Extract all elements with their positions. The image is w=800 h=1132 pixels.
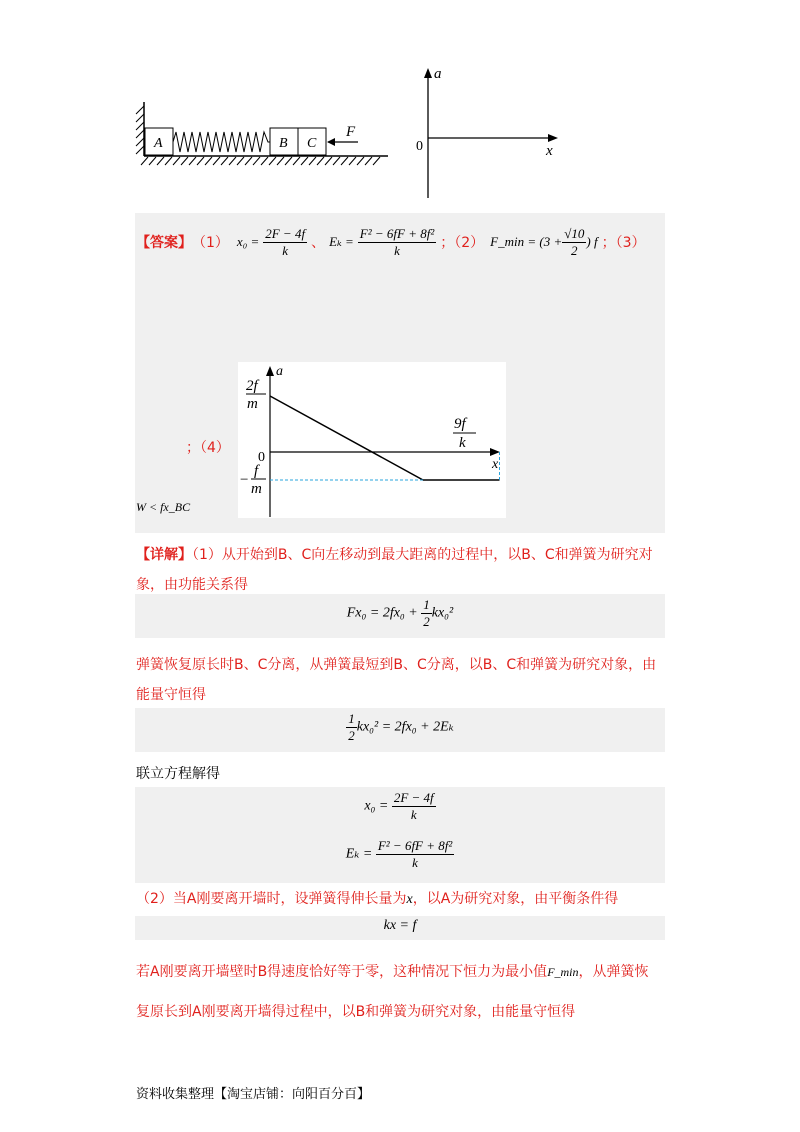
answer-part4: ；（4） [186, 440, 230, 456]
chart-origin: 0 [258, 450, 265, 465]
ground-hatch-line [173, 157, 180, 165]
ground-hatch-line [309, 157, 316, 165]
ground-hatch-line [245, 157, 252, 165]
eq4-den: k [412, 855, 418, 870]
ground-hatch-line [141, 157, 148, 165]
fmin-lhs: F_min = (3 + [490, 234, 563, 249]
detail-s4x: x [406, 892, 413, 907]
answer-part1: （1） [192, 235, 229, 251]
ground-hatch-line [269, 157, 276, 165]
eq5: kx = f [383, 918, 417, 933]
detail-s1 [136, 540, 666, 600]
chart-top-num: 2f [246, 378, 258, 394]
w-expression: W < fx_BC [136, 500, 191, 514]
eq1 [135, 597, 665, 630]
ek-lhs: Eₖ = [329, 234, 354, 249]
detail-s5 [136, 958, 676, 986]
eq3-den: k [410, 807, 417, 822]
ground-hatch-line [373, 157, 380, 165]
detail-s5b: ，从弹簧恢 [578, 964, 649, 980]
ground-hatch-line [317, 157, 324, 165]
ground-hatch-line [189, 157, 196, 165]
answer-part3: ；（3） [601, 235, 646, 251]
eq2 [135, 711, 665, 744]
chart-top-den: m [247, 396, 258, 412]
ground-hatch-line [221, 157, 228, 165]
eq3-num: 2F − 4f [393, 790, 434, 805]
eq4-num: F² − 6fF + 8f² [377, 838, 453, 853]
eq3-lhs: x₀ = [364, 798, 389, 814]
answer-line [136, 222, 664, 262]
detail-tag: 【详解】 [136, 547, 192, 563]
axis-a-label: a [434, 66, 442, 82]
eq3 [135, 790, 665, 823]
ground-hatch-line [237, 157, 244, 165]
eq2-den: 2 [348, 728, 355, 743]
block-c-label: C [307, 136, 317, 151]
eq4 [135, 838, 665, 871]
eq1-rhs: kx₀² [431, 605, 454, 621]
answer-sep: 、 [311, 235, 326, 251]
ground-hatch-line [157, 157, 164, 165]
ground-hatch-line [325, 157, 332, 165]
detail-s5f: F_min [547, 965, 579, 979]
block-a-label: A [154, 136, 163, 151]
ground-hatch-line [165, 157, 172, 165]
detail-s4a: （2）当A刚要离开墙时，设弹簧得伸长量为 [136, 891, 407, 907]
detail-s1-text: （1）从开始到B、C向左移动到最大距离的过程中，以B、C和弹簧为研究对象，由功能关系得 [136, 547, 653, 593]
ground-hatch-line [285, 157, 292, 165]
empty-axes-figure [410, 62, 570, 202]
force-label: F [346, 124, 356, 140]
detail-s3: 联立方程解得 [136, 766, 220, 782]
ground-hatch-line [261, 157, 268, 165]
spring-block-figure [132, 96, 394, 172]
ground-hatch-line [213, 157, 220, 165]
chart-neg-num: f [254, 463, 259, 479]
x0-num: 2F − 4f [265, 225, 306, 241]
ground-hatch-line [349, 157, 356, 165]
chart-end-num: 9f [454, 416, 466, 432]
ground-hatch-line [293, 157, 300, 165]
detail-s2: 弹簧恢复原长时B、C分离，从弹簧最短到B、C分离，以B、C和弹簧为研究对象，由能量守恒得 [136, 657, 657, 703]
chart-x-label: x [492, 457, 499, 472]
block-b-label: B [279, 136, 288, 151]
detail-s4b: ，以A为研究对象，由平衡条件得 [412, 891, 619, 907]
answer-chart [238, 362, 506, 518]
ground-hatch-line [229, 157, 236, 165]
eq1-den: 2 [423, 614, 430, 629]
ground-hatch-line [333, 157, 340, 165]
eq1-num: 1 [423, 597, 430, 612]
fmin-den: 2 [571, 242, 578, 258]
origin-label: 0 [416, 139, 423, 154]
ek-num: F² − 6fF + 8f² [359, 225, 435, 241]
fmin-num: √10 [564, 225, 585, 241]
ground-hatch-line [181, 157, 188, 165]
chart-neg-sign: − [240, 472, 249, 488]
ground-hatch-line [253, 157, 260, 165]
answer-tag: 【答案】 [136, 235, 192, 251]
ground-hatch-line [197, 157, 204, 165]
eq2-num: 1 [348, 711, 355, 726]
x0-lhs: x₀ = [236, 234, 260, 249]
detail-s5a: 若A刚要离开墙壁时B得速度恰好等于零，这种情况下恒力为最小值 [136, 964, 548, 980]
x0-den: k [282, 242, 289, 258]
ground-hatch-line [277, 157, 284, 165]
eq2-rhs: kx₀² = 2fx₀ + 2Eₖ [356, 719, 454, 735]
ground-hatch-line [341, 157, 348, 165]
chart-end-den: k [459, 435, 466, 451]
axis-x-label: x [546, 143, 553, 159]
ground-hatch-line [365, 157, 372, 165]
fmin-rhs: ) f [586, 234, 598, 249]
eq4-lhs: Eₖ = [345, 846, 373, 862]
detail-s4 [136, 888, 666, 908]
spring [173, 132, 270, 152]
eq1-lhs: Fx₀ = 2fx₀ + [346, 605, 418, 621]
answer-part2: ；（2） [440, 235, 485, 251]
ek-den: k [394, 242, 400, 258]
detail-s6: 复原长到A刚要离开墙得过程中，以B和弹簧为研究对象，由能量守恒得 [136, 1004, 576, 1020]
ground-hatch-line [301, 157, 308, 165]
chart-neg-den: m [251, 481, 262, 497]
chart-y-label: a [276, 364, 283, 379]
footer: 资料收集整理【淘宝店铺：向阳百分百】 [136, 1087, 371, 1102]
ground-hatch-line [357, 157, 364, 165]
ground-hatch-line [149, 157, 156, 165]
ground-hatch-line [205, 157, 212, 165]
